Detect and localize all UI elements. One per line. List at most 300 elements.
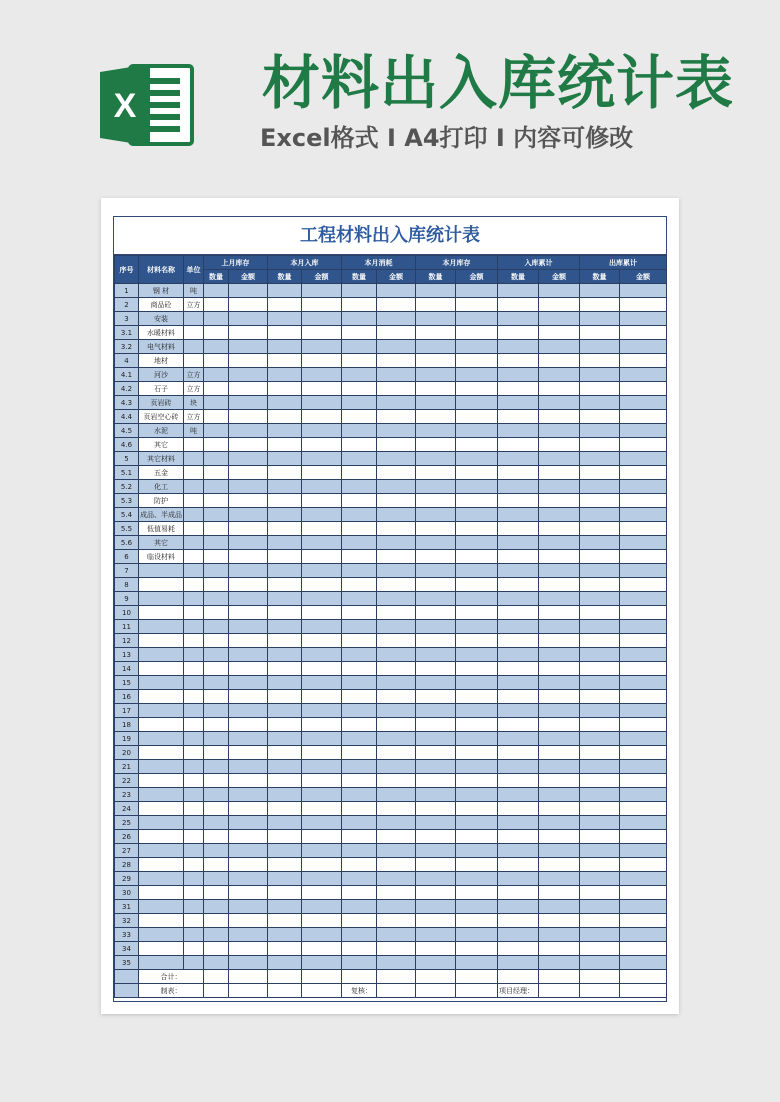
row-unit[interactable] bbox=[184, 956, 204, 970]
amount-cell[interactable] bbox=[229, 424, 268, 438]
qty-cell[interactable] bbox=[416, 746, 456, 760]
row-unit[interactable] bbox=[184, 844, 204, 858]
qty-cell[interactable] bbox=[498, 606, 539, 620]
amount-cell[interactable] bbox=[377, 760, 416, 774]
row-material-name[interactable]: 页岩砖 bbox=[139, 396, 184, 410]
qty-cell[interactable] bbox=[268, 942, 302, 956]
qty-cell[interactable] bbox=[204, 298, 229, 312]
qty-cell[interactable] bbox=[580, 830, 620, 844]
qty-cell[interactable] bbox=[498, 886, 539, 900]
qty-cell[interactable] bbox=[580, 424, 620, 438]
qty-cell[interactable] bbox=[342, 858, 377, 872]
amount-cell[interactable] bbox=[377, 578, 416, 592]
qty-cell[interactable] bbox=[342, 298, 377, 312]
qty-cell[interactable] bbox=[498, 844, 539, 858]
row-unit[interactable] bbox=[184, 480, 204, 494]
qty-cell[interactable] bbox=[416, 648, 456, 662]
qty-cell[interactable] bbox=[498, 942, 539, 956]
amount-cell[interactable] bbox=[229, 830, 268, 844]
amount-cell[interactable] bbox=[620, 746, 667, 760]
row-material-name[interactable] bbox=[139, 900, 184, 914]
qty-cell[interactable] bbox=[580, 634, 620, 648]
row-material-name[interactable]: 水泥 bbox=[139, 424, 184, 438]
qty-cell[interactable] bbox=[342, 592, 377, 606]
amount-cell[interactable] bbox=[539, 284, 580, 298]
qty-cell[interactable] bbox=[580, 606, 620, 620]
qty-cell[interactable] bbox=[268, 396, 302, 410]
amount-cell[interactable] bbox=[377, 858, 416, 872]
row-unit[interactable] bbox=[184, 858, 204, 872]
qty-cell[interactable] bbox=[498, 718, 539, 732]
amount-cell[interactable] bbox=[456, 942, 498, 956]
amount-cell[interactable] bbox=[302, 886, 342, 900]
qty-cell[interactable] bbox=[498, 424, 539, 438]
qty-cell[interactable] bbox=[416, 662, 456, 676]
qty-cell[interactable] bbox=[498, 760, 539, 774]
amount-cell[interactable] bbox=[539, 564, 580, 578]
row-unit[interactable]: 吨 bbox=[184, 424, 204, 438]
qty-cell[interactable] bbox=[416, 368, 456, 382]
amount-cell[interactable] bbox=[377, 340, 416, 354]
qty-cell[interactable] bbox=[416, 522, 456, 536]
amount-cell[interactable] bbox=[539, 648, 580, 662]
amount-cell[interactable] bbox=[456, 844, 498, 858]
amount-cell[interactable] bbox=[377, 676, 416, 690]
qty-cell[interactable] bbox=[416, 298, 456, 312]
row-unit[interactable] bbox=[184, 942, 204, 956]
qty-cell[interactable] bbox=[498, 592, 539, 606]
qty-cell[interactable] bbox=[342, 830, 377, 844]
qty-cell[interactable] bbox=[416, 396, 456, 410]
amount-cell[interactable] bbox=[377, 816, 416, 830]
amount-cell[interactable] bbox=[377, 564, 416, 578]
qty-cell[interactable] bbox=[268, 382, 302, 396]
qty-cell[interactable] bbox=[268, 452, 302, 466]
amount-cell[interactable] bbox=[620, 508, 667, 522]
qty-cell[interactable] bbox=[580, 718, 620, 732]
row-unit[interactable] bbox=[184, 536, 204, 550]
qty-cell[interactable] bbox=[342, 466, 377, 480]
amount-cell[interactable] bbox=[620, 438, 667, 452]
amount-cell[interactable] bbox=[456, 634, 498, 648]
qty-cell[interactable] bbox=[580, 872, 620, 886]
qty-cell[interactable] bbox=[204, 578, 229, 592]
amount-cell[interactable] bbox=[539, 802, 580, 816]
amount-cell[interactable] bbox=[377, 732, 416, 746]
qty-cell[interactable] bbox=[416, 732, 456, 746]
row-material-name[interactable] bbox=[139, 956, 184, 970]
amount-cell[interactable] bbox=[456, 788, 498, 802]
qty-cell[interactable] bbox=[342, 340, 377, 354]
amount-cell[interactable] bbox=[302, 816, 342, 830]
amount-cell[interactable] bbox=[229, 452, 268, 466]
qty-cell[interactable] bbox=[498, 648, 539, 662]
amount-cell[interactable] bbox=[229, 718, 268, 732]
amount-cell[interactable] bbox=[302, 410, 342, 424]
amount-cell[interactable] bbox=[302, 536, 342, 550]
amount-cell[interactable] bbox=[229, 368, 268, 382]
amount-cell[interactable] bbox=[377, 326, 416, 340]
row-unit[interactable] bbox=[184, 886, 204, 900]
qty-cell[interactable] bbox=[416, 634, 456, 648]
qty-cell[interactable] bbox=[204, 536, 229, 550]
amount-cell[interactable] bbox=[620, 298, 667, 312]
amount-cell[interactable] bbox=[620, 816, 667, 830]
row-material-name[interactable] bbox=[139, 858, 184, 872]
amount-cell[interactable] bbox=[539, 410, 580, 424]
amount-cell[interactable] bbox=[302, 900, 342, 914]
cell[interactable] bbox=[416, 984, 456, 998]
amount-cell[interactable] bbox=[456, 438, 498, 452]
qty-cell[interactable] bbox=[268, 844, 302, 858]
row-material-name[interactable] bbox=[139, 872, 184, 886]
qty-cell[interactable] bbox=[580, 844, 620, 858]
qty-cell[interactable] bbox=[204, 788, 229, 802]
qty-cell[interactable] bbox=[498, 704, 539, 718]
amount-cell[interactable] bbox=[377, 396, 416, 410]
amount-cell[interactable] bbox=[229, 858, 268, 872]
row-unit[interactable] bbox=[184, 914, 204, 928]
qty-cell[interactable] bbox=[204, 872, 229, 886]
amount-cell[interactable] bbox=[620, 718, 667, 732]
amount-cell[interactable] bbox=[620, 396, 667, 410]
amount-cell[interactable] bbox=[377, 606, 416, 620]
qty-cell[interactable] bbox=[416, 774, 456, 788]
row-unit[interactable] bbox=[184, 508, 204, 522]
amount-cell[interactable] bbox=[302, 690, 342, 704]
qty-cell[interactable] bbox=[416, 578, 456, 592]
row-material-name[interactable]: 河沙 bbox=[139, 368, 184, 382]
qty-cell[interactable] bbox=[416, 606, 456, 620]
row-unit[interactable] bbox=[184, 676, 204, 690]
amount-cell[interactable] bbox=[229, 620, 268, 634]
qty-cell[interactable] bbox=[580, 564, 620, 578]
amount-cell[interactable] bbox=[456, 606, 498, 620]
qty-cell[interactable] bbox=[268, 284, 302, 298]
amount-cell[interactable] bbox=[456, 718, 498, 732]
qty-cell[interactable] bbox=[342, 914, 377, 928]
qty-cell[interactable] bbox=[204, 676, 229, 690]
qty-cell[interactable] bbox=[204, 704, 229, 718]
qty-cell[interactable] bbox=[342, 368, 377, 382]
amount-cell[interactable] bbox=[456, 830, 498, 844]
amount-cell[interactable] bbox=[456, 900, 498, 914]
amount-cell[interactable] bbox=[539, 592, 580, 606]
amount-cell[interactable] bbox=[620, 956, 667, 970]
amount-cell[interactable] bbox=[302, 872, 342, 886]
qty-cell[interactable] bbox=[204, 522, 229, 536]
amount-cell[interactable] bbox=[539, 298, 580, 312]
qty-cell[interactable] bbox=[416, 564, 456, 578]
amount-cell[interactable] bbox=[539, 662, 580, 676]
qty-cell[interactable] bbox=[268, 704, 302, 718]
amount-cell[interactable] bbox=[456, 620, 498, 634]
amount-cell[interactable] bbox=[302, 620, 342, 634]
qty-cell[interactable] bbox=[204, 732, 229, 746]
qty-cell[interactable] bbox=[204, 760, 229, 774]
row-material-name[interactable]: 钢 材 bbox=[139, 284, 184, 298]
amount-cell[interactable] bbox=[539, 830, 580, 844]
qty-cell[interactable] bbox=[498, 410, 539, 424]
qty-cell[interactable] bbox=[342, 410, 377, 424]
amount-cell[interactable] bbox=[620, 942, 667, 956]
amount-cell[interactable] bbox=[302, 494, 342, 508]
qty-cell[interactable] bbox=[268, 606, 302, 620]
qty-cell[interactable] bbox=[498, 634, 539, 648]
amount-cell[interactable] bbox=[539, 900, 580, 914]
cell[interactable] bbox=[204, 970, 229, 984]
amount-cell[interactable] bbox=[456, 396, 498, 410]
qty-cell[interactable] bbox=[268, 872, 302, 886]
qty-cell[interactable] bbox=[342, 704, 377, 718]
row-material-name[interactable] bbox=[139, 746, 184, 760]
row-unit[interactable] bbox=[184, 438, 204, 452]
row-material-name[interactable] bbox=[139, 676, 184, 690]
amount-cell[interactable] bbox=[302, 480, 342, 494]
qty-cell[interactable] bbox=[268, 956, 302, 970]
amount-cell[interactable] bbox=[229, 410, 268, 424]
row-unit[interactable]: 立方 bbox=[184, 298, 204, 312]
amount-cell[interactable] bbox=[302, 396, 342, 410]
row-material-name[interactable] bbox=[139, 942, 184, 956]
amount-cell[interactable] bbox=[377, 452, 416, 466]
qty-cell[interactable] bbox=[268, 914, 302, 928]
cell[interactable] bbox=[620, 970, 667, 984]
qty-cell[interactable] bbox=[342, 480, 377, 494]
amount-cell[interactable] bbox=[377, 704, 416, 718]
qty-cell[interactable] bbox=[342, 424, 377, 438]
qty-cell[interactable] bbox=[498, 298, 539, 312]
amount-cell[interactable] bbox=[620, 480, 667, 494]
amount-cell[interactable] bbox=[620, 662, 667, 676]
amount-cell[interactable] bbox=[539, 690, 580, 704]
qty-cell[interactable] bbox=[580, 396, 620, 410]
qty-cell[interactable] bbox=[416, 942, 456, 956]
row-material-name[interactable]: 安装 bbox=[139, 312, 184, 326]
amount-cell[interactable] bbox=[539, 522, 580, 536]
qty-cell[interactable] bbox=[580, 788, 620, 802]
qty-cell[interactable] bbox=[204, 816, 229, 830]
amount-cell[interactable] bbox=[456, 452, 498, 466]
amount-cell[interactable] bbox=[620, 550, 667, 564]
qty-cell[interactable] bbox=[204, 746, 229, 760]
amount-cell[interactable] bbox=[456, 382, 498, 396]
amount-cell[interactable] bbox=[539, 452, 580, 466]
amount-cell[interactable] bbox=[539, 620, 580, 634]
amount-cell[interactable] bbox=[302, 564, 342, 578]
qty-cell[interactable] bbox=[342, 662, 377, 676]
amount-cell[interactable] bbox=[302, 452, 342, 466]
amount-cell[interactable] bbox=[302, 508, 342, 522]
amount-cell[interactable] bbox=[620, 802, 667, 816]
qty-cell[interactable] bbox=[416, 830, 456, 844]
amount-cell[interactable] bbox=[456, 760, 498, 774]
amount-cell[interactable] bbox=[302, 634, 342, 648]
row-material-name[interactable] bbox=[139, 760, 184, 774]
amount-cell[interactable] bbox=[229, 592, 268, 606]
amount-cell[interactable] bbox=[302, 340, 342, 354]
qty-cell[interactable] bbox=[204, 354, 229, 368]
qty-cell[interactable] bbox=[498, 368, 539, 382]
row-unit[interactable] bbox=[184, 606, 204, 620]
amount-cell[interactable] bbox=[620, 830, 667, 844]
qty-cell[interactable] bbox=[268, 620, 302, 634]
qty-cell[interactable] bbox=[498, 620, 539, 634]
qty-cell[interactable] bbox=[416, 424, 456, 438]
qty-cell[interactable] bbox=[342, 816, 377, 830]
amount-cell[interactable] bbox=[377, 354, 416, 368]
qty-cell[interactable] bbox=[342, 606, 377, 620]
amount-cell[interactable] bbox=[302, 354, 342, 368]
amount-cell[interactable] bbox=[229, 312, 268, 326]
row-unit[interactable] bbox=[184, 774, 204, 788]
qty-cell[interactable] bbox=[580, 914, 620, 928]
qty-cell[interactable] bbox=[498, 480, 539, 494]
amount-cell[interactable] bbox=[620, 354, 667, 368]
qty-cell[interactable] bbox=[416, 536, 456, 550]
amount-cell[interactable] bbox=[620, 774, 667, 788]
qty-cell[interactable] bbox=[204, 690, 229, 704]
amount-cell[interactable] bbox=[456, 886, 498, 900]
qty-cell[interactable] bbox=[342, 886, 377, 900]
qty-cell[interactable] bbox=[580, 438, 620, 452]
cell[interactable] bbox=[268, 984, 302, 998]
row-material-name[interactable] bbox=[139, 564, 184, 578]
amount-cell[interactable] bbox=[302, 606, 342, 620]
qty-cell[interactable] bbox=[204, 368, 229, 382]
qty-cell[interactable] bbox=[416, 788, 456, 802]
qty-cell[interactable] bbox=[342, 942, 377, 956]
amount-cell[interactable] bbox=[456, 326, 498, 340]
row-material-name[interactable]: 临设材料 bbox=[139, 550, 184, 564]
qty-cell[interactable] bbox=[416, 284, 456, 298]
row-material-name[interactable] bbox=[139, 620, 184, 634]
cell[interactable] bbox=[539, 984, 580, 998]
amount-cell[interactable] bbox=[539, 760, 580, 774]
amount-cell[interactable] bbox=[302, 844, 342, 858]
amount-cell[interactable] bbox=[377, 494, 416, 508]
amount-cell[interactable] bbox=[620, 410, 667, 424]
qty-cell[interactable] bbox=[580, 550, 620, 564]
qty-cell[interactable] bbox=[498, 382, 539, 396]
amount-cell[interactable] bbox=[302, 648, 342, 662]
qty-cell[interactable] bbox=[580, 312, 620, 326]
row-material-name[interactable] bbox=[139, 718, 184, 732]
qty-cell[interactable] bbox=[268, 368, 302, 382]
row-unit[interactable]: 立方 bbox=[184, 410, 204, 424]
row-material-name[interactable] bbox=[139, 774, 184, 788]
qty-cell[interactable] bbox=[498, 550, 539, 564]
amount-cell[interactable] bbox=[229, 550, 268, 564]
amount-cell[interactable] bbox=[456, 858, 498, 872]
qty-cell[interactable] bbox=[498, 956, 539, 970]
qty-cell[interactable] bbox=[498, 354, 539, 368]
qty-cell[interactable] bbox=[268, 662, 302, 676]
qty-cell[interactable] bbox=[580, 928, 620, 942]
amount-cell[interactable] bbox=[229, 522, 268, 536]
qty-cell[interactable] bbox=[204, 424, 229, 438]
amount-cell[interactable] bbox=[377, 550, 416, 564]
qty-cell[interactable] bbox=[268, 466, 302, 480]
qty-cell[interactable] bbox=[204, 662, 229, 676]
amount-cell[interactable] bbox=[377, 480, 416, 494]
qty-cell[interactable] bbox=[580, 536, 620, 550]
amount-cell[interactable] bbox=[620, 424, 667, 438]
qty-cell[interactable] bbox=[342, 620, 377, 634]
amount-cell[interactable] bbox=[229, 396, 268, 410]
row-material-name[interactable]: 水暖材料 bbox=[139, 326, 184, 340]
amount-cell[interactable] bbox=[620, 620, 667, 634]
row-material-name[interactable] bbox=[139, 788, 184, 802]
qty-cell[interactable] bbox=[204, 886, 229, 900]
amount-cell[interactable] bbox=[302, 550, 342, 564]
qty-cell[interactable] bbox=[498, 284, 539, 298]
amount-cell[interactable] bbox=[229, 662, 268, 676]
row-unit[interactable] bbox=[184, 354, 204, 368]
qty-cell[interactable] bbox=[580, 410, 620, 424]
qty-cell[interactable] bbox=[342, 718, 377, 732]
amount-cell[interactable] bbox=[456, 956, 498, 970]
qty-cell[interactable] bbox=[580, 900, 620, 914]
qty-cell[interactable] bbox=[342, 536, 377, 550]
row-unit[interactable] bbox=[184, 494, 204, 508]
amount-cell[interactable] bbox=[539, 732, 580, 746]
amount-cell[interactable] bbox=[539, 816, 580, 830]
cell[interactable] bbox=[456, 984, 498, 998]
qty-cell[interactable] bbox=[268, 900, 302, 914]
amount-cell[interactable] bbox=[377, 774, 416, 788]
row-material-name[interactable]: 防护 bbox=[139, 494, 184, 508]
amount-cell[interactable] bbox=[620, 536, 667, 550]
row-unit[interactable] bbox=[184, 760, 204, 774]
row-material-name[interactable] bbox=[139, 914, 184, 928]
row-material-name[interactable] bbox=[139, 816, 184, 830]
amount-cell[interactable] bbox=[620, 872, 667, 886]
amount-cell[interactable] bbox=[302, 914, 342, 928]
qty-cell[interactable] bbox=[498, 438, 539, 452]
amount-cell[interactable] bbox=[539, 578, 580, 592]
qty-cell[interactable] bbox=[268, 690, 302, 704]
qty-cell[interactable] bbox=[498, 578, 539, 592]
amount-cell[interactable] bbox=[456, 480, 498, 494]
qty-cell[interactable] bbox=[498, 746, 539, 760]
qty-cell[interactable] bbox=[416, 466, 456, 480]
amount-cell[interactable] bbox=[456, 816, 498, 830]
qty-cell[interactable] bbox=[498, 830, 539, 844]
row-unit[interactable] bbox=[184, 312, 204, 326]
qty-cell[interactable] bbox=[204, 844, 229, 858]
amount-cell[interactable] bbox=[229, 746, 268, 760]
amount-cell[interactable] bbox=[539, 746, 580, 760]
qty-cell[interactable] bbox=[498, 662, 539, 676]
qty-cell[interactable] bbox=[580, 340, 620, 354]
qty-cell[interactable] bbox=[268, 494, 302, 508]
qty-cell[interactable] bbox=[342, 732, 377, 746]
amount-cell[interactable] bbox=[229, 690, 268, 704]
amount-cell[interactable] bbox=[377, 788, 416, 802]
qty-cell[interactable] bbox=[342, 578, 377, 592]
amount-cell[interactable] bbox=[229, 844, 268, 858]
row-unit[interactable] bbox=[184, 466, 204, 480]
amount-cell[interactable] bbox=[302, 760, 342, 774]
row-material-name[interactable]: 地材 bbox=[139, 354, 184, 368]
row-material-name[interactable] bbox=[139, 690, 184, 704]
amount-cell[interactable] bbox=[302, 368, 342, 382]
amount-cell[interactable] bbox=[229, 634, 268, 648]
amount-cell[interactable] bbox=[539, 508, 580, 522]
row-unit[interactable] bbox=[184, 592, 204, 606]
row-material-name[interactable]: 商品砼 bbox=[139, 298, 184, 312]
